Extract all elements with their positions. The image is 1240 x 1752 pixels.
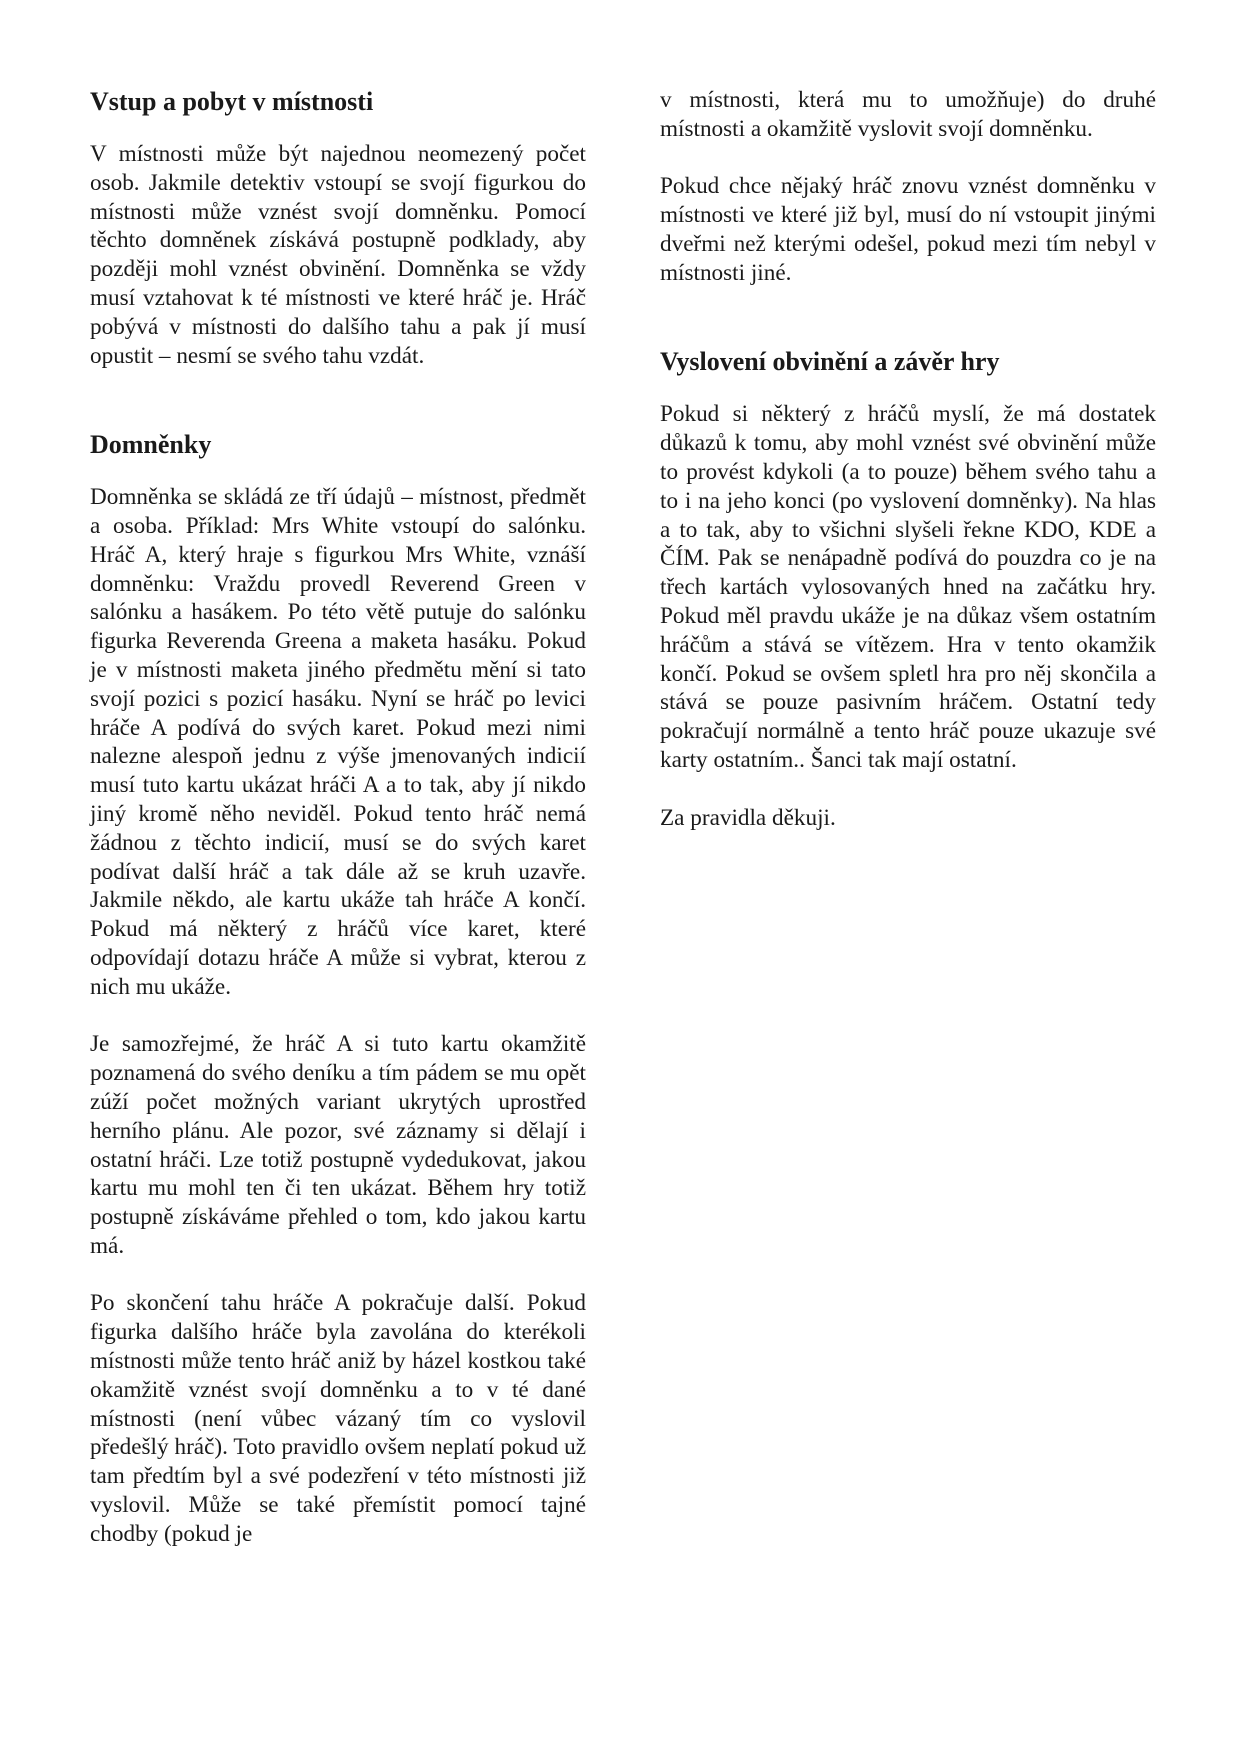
paragraph-guesses-3: Po skončení tahu hráče A pokračuje další. Pokud figurka dalšího hráče byla zavolána do kterékoli místnosti může tento hráč aniž by házel kostkou také okamžitě vznést svojí domněnku a to v té dané místnosti (není vůbec vázaný tím co vyslovil předešlý hráč). Toto pravidlo ovšem neplatí pokud už tam předtím byl a své podezření v této místnosti již vyslovil. Může se také přemístit pomocí tajné chodby (pokud je xyxy=(90,1290,586,1547)
paragraph-entry: V místnosti může být najednou neomezený počet osob. Jakmile detektiv vstoupí se svojí figurkou do místnosti může vznést svojí domněnku. Pomocí těchto domněnek získává postupně podklady, aby později mohl vznést obvinění. Domněnka se vždy musí vztahovat k té místnosti ve které hráč je. Hráč pobývá v místnosti do dalšího tahu a pak jí musí opustit – nesmí se svého tahu vzdát. xyxy=(90,141,586,369)
paragraph-accusation: Pokud si některý z hráčů myslí, že má dostatek důkazů k tomu, aby mohl vznést své obvinění může to provést kdykoli (a to pouze) během svého tahu a to i na jeho konci (po vyslovení domněnky). Na hlas a to tak, aby to všichni slyšeli řekne KDO, KDE a ČÍM. Pak se nenápadně podívá do pouzdra co je na třech kartách vylosovaných hned na začátku hry. Pokud měl pravdu ukáže je na důkaz všem ostatním hráčům a stává se vítězem. Hra v tento okamžik končí. Pokud se ovšem spletl hra pro něj skončila a stává se pouze pasivním hráčem. Ostatní tedy pokračují normálně a tento hráč pouze ukazuje své karty ostatním.. Šanci tak mají ostatní. xyxy=(660,401,1156,773)
paragraph-thanks: Za pravidla děkuji. xyxy=(660,804,836,831)
section-heading-entry: Vstup a pobyt v místnosti xyxy=(90,87,374,116)
paragraph-guesses-2: Je samozřejmé, že hráč A si tuto kartu okamžitě poznamená do svého deníku a tím pádem se mu opět zúží počet možných variant ukrytých uprostřed herního plánu. Ale pozor, své záznamy si dělají i ostatní hráči. Lze totiž postupně vydedukovat, jakou kartu mu mohl ten či ten ukázat. Během hry totiž postupně získáváme přehled o tom, kdo jakou kartu má. xyxy=(90,1031,586,1259)
right-column xyxy=(660,86,1156,861)
paragraph-guesses-1: Domněnka se skládá ze tří údajů – místnost, předmět a osoba. Příklad: Mrs White vstoupí do salónku. Hráč A, který hraje s figurkou Mrs White, vznáší domněnku: Vraždu provedl Reverend Green v salónku a hasákem. Po této větě putuje do salónku figurka Reverenda Greena a maketa hasáku. Pokud je v místnosti maketa jiného předmětu mění si tato svojí pozici s pozicí hasáku. Nyní se hráč po levici hráče A podívá do svých karet. Pokud mezi nimi nalezne alespoň jednu z výše jmenovaných indicií musí tuto kartu ukázat hráči A a to tak, aby jí nikdo jiný kromě něho neviděl. Pokud tento hráč nemá žádnou z těchto indicií, musí se do svých karet podívat další hráč a tak dále až se kruh uzavře. Jakmile někdo, ale kartu ukáže tah hráče A končí. Pokud má některý z hráčů více karet, které odpovídají dotazu hráče A může si vybrat, kterou z nich mu ukáže. xyxy=(90,484,586,1000)
left-column xyxy=(90,86,586,1549)
paragraph-continuation: v místnosti, která mu to umožňuje) do druhé místnosti a okamžitě vyslovit svojí domněnku. xyxy=(660,87,1156,142)
section-heading-guesses: Domněnky xyxy=(90,430,212,460)
paragraph-repeat-guess: Pokud chce nějaký hráč znovu vznést domněnku v místnosti ve které již byl, musí do ní vstoupit jinými dveřmi než kterými odešel, pokud mezi tím nebyl v místnosti jiné. xyxy=(660,173,1156,286)
section-heading-accusation: Vyslovení obvinění a závěr hry xyxy=(660,347,1000,377)
